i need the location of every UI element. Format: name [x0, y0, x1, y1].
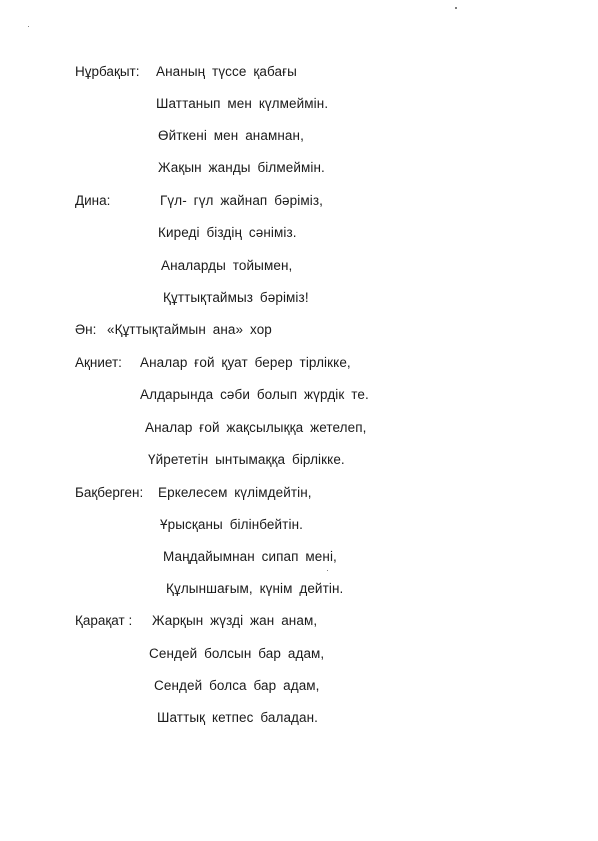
verse-line: Гүл- гүл жайнап бәріміз,: [160, 193, 323, 208]
verse-line: Еркелесем күлімдейтін,: [158, 485, 312, 500]
scan-speck: [327, 570, 328, 571]
verse-line: Сендей болсын бар адам,: [149, 646, 325, 661]
verse-line: Шаттық кетпес баладан.: [157, 710, 319, 725]
verse-line: Құттықтаймыз бәріміз!: [163, 290, 309, 305]
verse-line: Киреді біздің сәніміз.: [158, 225, 297, 240]
verse-line: Өйткені мен анамнан,: [158, 128, 304, 143]
verse-line: Аналар ғой қуат берер тірлікке,: [140, 355, 351, 370]
verse-line: Сендей болса бар адам,: [154, 678, 320, 693]
verse-line: Аналар ғой жақсылыққа жетелеп,: [145, 420, 367, 435]
verse-line: Шаттанып мен күлмеймін.: [156, 96, 329, 111]
verse-line: Жарқын жүзді жан анам,: [152, 613, 318, 628]
verse-line: Ұрысқаны білінбейтін.: [160, 517, 303, 532]
speaker-label: Нұрбақыт:: [75, 64, 140, 79]
verse-line: Ананың түссе қабағы: [156, 64, 297, 79]
scan-speck: [28, 26, 29, 27]
speaker-label: Ән:: [75, 322, 97, 337]
verse-line: Үйрететін ынтымаққа бірлікке.: [148, 452, 345, 467]
verse-line: Құлыншағым, күнім дейтін.: [166, 581, 344, 596]
verse-line: Аналарды тойымен,: [161, 258, 293, 273]
speaker-label: Дина:: [75, 193, 111, 208]
verse-line: Алдарында сәби болып жүрдік те.: [140, 387, 369, 402]
verse-line: «Құттықтаймын ана» хор: [107, 322, 272, 337]
verse-line: Маңдайымнан сипап мені,: [163, 549, 337, 564]
scan-speck: [455, 7, 457, 9]
speaker-label: Қарақат :: [75, 613, 133, 628]
speaker-label: Бақберген:: [75, 485, 144, 500]
verse-line: Жақын жанды білмеймін.: [158, 160, 325, 175]
speaker-label: Ақниет:: [75, 355, 122, 370]
